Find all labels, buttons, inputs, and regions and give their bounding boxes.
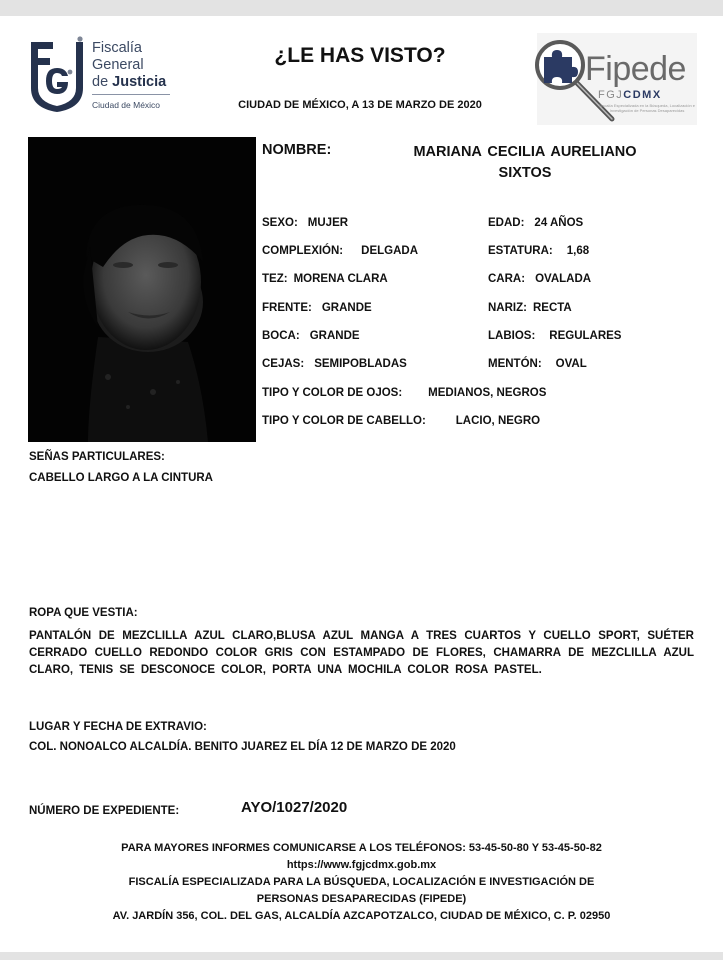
field-label: MENTÓN: [488, 358, 542, 370]
clothes-value: PANTALÓN DE MEZCLILLA AZUL CLARO,BLUSA AZUL MANGA A TRES CUARTOS Y CUELLO SPORT, SUÉTER CERRADO CUELLO REDONDO COLOR GRIS CON ESTAMPADO DE FLORES, CHAMARRA DE MEZCLILLA AZUL CLARO, TENIS SE DESCONOCE COLOR, PORTA UNA MOCHILA COLOR ROSA PASTEL. [29, 630, 694, 676]
field-label: TEZ: [262, 273, 288, 285]
field-label: SEXO: [262, 217, 298, 229]
field-value: GRANDE [321, 302, 372, 314]
field-label: TIPO Y COLOR DE CABELLO: [262, 415, 426, 427]
footer-agency-line2: PERSONAS DESAPARECIDAS (FIPEDE) [256, 893, 467, 905]
field-cabello [262, 415, 540, 427]
field-value: OVALADA [535, 273, 592, 285]
footer-phones: PARA MAYORES INFORMES COMUNICARSE A LOS TELÉFONOS: 53-45-50-80 Y 53-45-50-82 [121, 842, 602, 854]
field-value: REGULARES [549, 330, 622, 342]
field-edad [488, 217, 583, 229]
top-margin-band [0, 0, 723, 16]
fipede-logo-small-text: Fiscalía Especializada en la Búsqueda, Localización e Investigación de Personas Desaparecidas [598, 103, 696, 113]
field-value: SEMIPOBLADAS [314, 358, 407, 370]
clothes-label: ROPA QUE VESTIA: [29, 607, 138, 619]
field-frente [262, 302, 372, 314]
field-label: LABIOS: [488, 330, 536, 342]
field-value: MEDIANOS, NEGROS [428, 387, 547, 399]
field-value: RECTA [532, 302, 572, 314]
place-value: COL. NONOALCO ALCALDÍA. BENITO JUAREZ EL DÍA 12 DE MARZO DE 2020 [29, 741, 456, 753]
field-value: MORENA CLARA [293, 273, 388, 285]
fgj-logo-line3-bold: Justicia [112, 74, 167, 90]
name-line2: SIXTOS [498, 165, 552, 181]
fipede-logo-subtitle [598, 89, 662, 101]
fgj-logo-city: Ciudad de México [92, 100, 161, 110]
fgj-logo-divider [92, 94, 170, 95]
marks-value: CABELLO LARGO A LA CINTURA [29, 472, 213, 484]
field-value: 24 AÑOS [534, 217, 584, 229]
field-label: CARA: [488, 273, 526, 285]
field-label: COMPLEXIÓN: [262, 245, 344, 257]
fgj-logo-line3-prefix: de [92, 74, 113, 90]
field-value: GRANDE [309, 330, 360, 342]
footer-address: AV. JARDÍN 356, COL. DEL GAS, ALCALDÍA AZCAPOTZALCO, CIUDAD DE MÉXICO, C. P. 02950 [112, 910, 611, 922]
field-value: OVAL [555, 358, 587, 370]
missing-person-photo [28, 137, 256, 442]
file-number-label: NÚMERO DE EXPEDIENTE: [29, 805, 180, 817]
field-cejas [262, 358, 407, 370]
fipede-logo-word: Fipede [585, 50, 686, 88]
field-label: NARIZ: [488, 302, 527, 314]
fgj-logo-line2: General [92, 57, 144, 73]
field-value: DELGADA [361, 245, 419, 257]
field-label: CEJAS: [262, 358, 305, 370]
field-boca [262, 330, 360, 342]
file-number-value: AYO/1027/2020 [241, 799, 348, 816]
field-label: ESTATURA: [488, 245, 553, 257]
field-tez [262, 273, 388, 285]
name-value [380, 142, 670, 184]
person-portrait-image [28, 137, 256, 442]
bottom-margin-band [0, 952, 723, 960]
field-label: FRENTE: [262, 302, 312, 314]
name-line1: MARIANA CECILIA AURELIANO [413, 144, 637, 160]
poster-title: ¿LE HAS VISTO? [274, 44, 446, 67]
field-cara [488, 273, 591, 285]
field-sexo [262, 217, 348, 229]
poster-dateline: CIUDAD DE MÉXICO, A 13 DE MARZO DE 2020 [238, 99, 482, 111]
field-labios [488, 330, 621, 342]
footer-website-link[interactable]: https://www.fgjcdmx.gob.mx [286, 859, 437, 871]
fgj-shield-logo-icon [28, 36, 88, 112]
field-value: LACIO, NEGRO [455, 415, 541, 427]
field-nariz [488, 302, 572, 314]
field-value: 1,68 [566, 245, 590, 257]
fipede-sub-bold: CDMX [623, 89, 662, 101]
marks-label: SEÑAS PARTICULARES: [29, 451, 165, 463]
name-label: NOMBRE: [262, 142, 332, 158]
field-ojos [262, 387, 546, 399]
field-estatura [488, 245, 589, 257]
field-complexion [262, 245, 418, 257]
fgj-logo-line1: Fiscalía [92, 40, 142, 56]
fgj-logo-text [92, 40, 166, 91]
contact-footer [40, 840, 683, 925]
footer-agency-line1: FISCALÍA ESPECIALIZADA PARA LA BÚSQUEDA, LOCALIZACIÓN E INVESTIGACIÓN DE [128, 876, 595, 888]
field-menton [488, 358, 587, 370]
field-label: EDAD: [488, 217, 525, 229]
place-label: LUGAR Y FECHA DE EXTRAVIO: [29, 721, 207, 733]
field-label: BOCA: [262, 330, 300, 342]
field-value: MUJER [307, 217, 349, 229]
fipede-sub-prefix: FGJ [598, 89, 624, 101]
field-label: TIPO Y COLOR DE OJOS: [262, 387, 403, 399]
